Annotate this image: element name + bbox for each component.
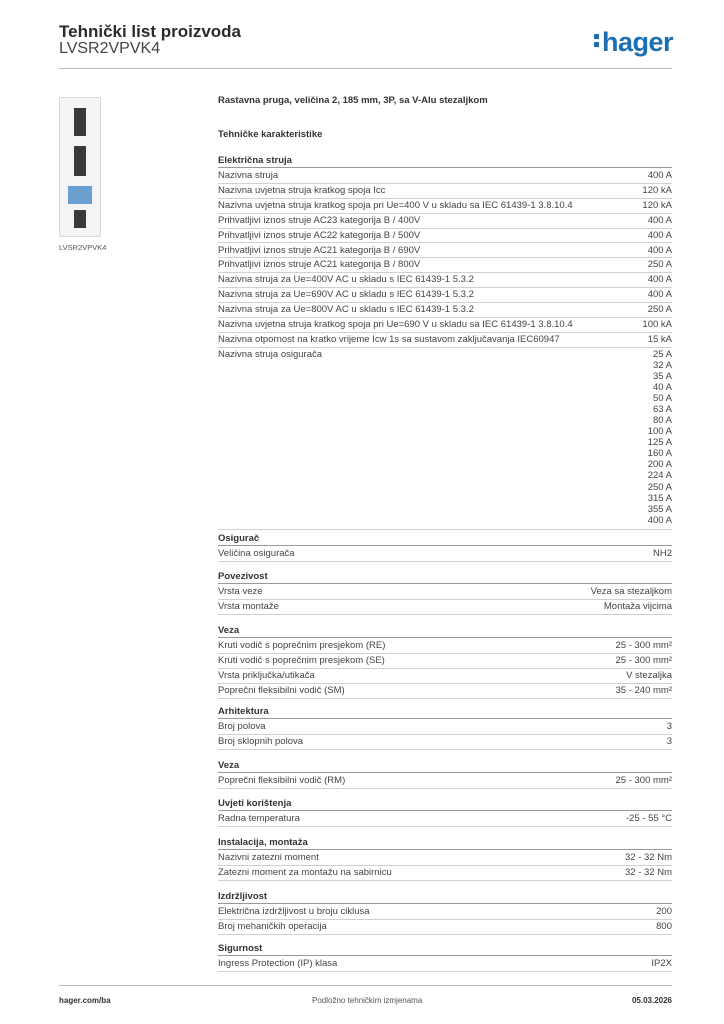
section-title: Sigurnost: [218, 943, 672, 956]
spec-label: Nazivna struja: [218, 170, 279, 181]
spec-label: Veličina osigurača: [218, 548, 295, 559]
spec-label: Kruti vodič s poprečnim presjekom (RE): [218, 640, 386, 651]
spec-row: [218, 303, 672, 318]
spec-label: Vrsta priključka/utikača: [218, 669, 315, 681]
spec-label: Kruti vodič s poprečnim presjekom (SE): [218, 654, 385, 666]
spec-row: [218, 920, 672, 935]
spec-label: Nazivna uvjetna struja kratkog spoja pri Ue=400 V u skladu sa IEC 61439-1 3.8.10.4: [218, 199, 573, 211]
spec-label: Nazivni zatezni moment: [218, 852, 319, 863]
spec-value: 3: [666, 735, 672, 747]
spec-value: 32 - 32 Nm: [625, 866, 672, 878]
spec-label: Nazivna struja osigurača: [218, 348, 323, 360]
spec-value: 32 A: [652, 359, 672, 371]
spec-label: Prihvatljivi iznos struje AC21 kategorija B / 800V: [218, 259, 421, 271]
spec-row: [218, 639, 672, 654]
section-title: Povezivost: [218, 571, 672, 584]
spec-row: [218, 720, 672, 735]
section-title: Arhitektura: [218, 706, 672, 719]
spec-row: [218, 288, 672, 303]
section-title: Veza: [218, 760, 672, 773]
section-title: Veza: [218, 625, 672, 638]
spec-value: 35 A: [652, 370, 672, 382]
spec-value: 100 A: [647, 426, 672, 438]
spec-value: 200: [656, 906, 672, 917]
spec-row: [218, 669, 672, 684]
spec-value: 160 A: [647, 448, 672, 460]
spec-value: 120 kA: [642, 184, 672, 196]
spec-row: [218, 318, 672, 333]
spec-value: V stezaljka: [626, 669, 672, 681]
spec-value: 800: [656, 920, 672, 932]
spec-value: 32 - 32 Nm: [625, 852, 672, 863]
spec-value: 100 kA: [642, 319, 672, 330]
product-image: [59, 97, 101, 237]
hager-logo: hager: [594, 27, 673, 58]
spec-label: Zatezni moment za montažu na sabirnicu: [218, 866, 392, 878]
spec-value: -25 - 55 °C: [625, 813, 672, 824]
spec-value: 25 - 300 mm²: [615, 775, 672, 786]
spec-row: [218, 851, 672, 866]
spec-value: 200 A: [647, 459, 672, 471]
spec-value: IP2X: [651, 958, 672, 969]
product-description: Rastavna pruga, veličina 2, 185 mm, 3P, sa V-Alu stezaljkom: [218, 95, 488, 106]
spec-label: Prihvatljivi iznos struje AC21 kategorija B / 690V: [218, 244, 421, 256]
characteristics-heading: Tehničke karakteristike: [218, 129, 323, 140]
spec-label: Poprečni fleksibilni vodič (RM): [218, 775, 346, 786]
section-title: Osigurač: [218, 533, 672, 546]
spec-value: 50 A: [652, 393, 672, 405]
spec-value: 315 A: [647, 492, 672, 504]
spec-row: [218, 654, 672, 669]
spec-value: 224 A: [647, 470, 672, 482]
spec-value: 120 kA: [642, 199, 672, 211]
spec-value: Veza sa stezaljkom: [590, 586, 672, 597]
spec-value: 3: [666, 721, 672, 732]
spec-value: 25 A: [652, 348, 672, 360]
spec-value: 400 A: [647, 214, 672, 226]
spec-label: Nazivna struja za Ue=400V AC u skladu s IEC 61439-1 5.3.2: [218, 274, 474, 286]
spec-label: Nazivna struja za Ue=800V AC u skladu s IEC 61439-1 5.3.2: [218, 304, 474, 316]
spec-row: [218, 774, 672, 789]
spec-label: Vrsta veze: [218, 586, 263, 597]
spec-value: 80 A: [652, 415, 672, 427]
spec-label: Broj mehaničkih operacija: [218, 920, 327, 932]
section-title: Instalacija, montaža: [218, 837, 672, 850]
spec-row: [218, 547, 672, 562]
spec-value: 250 A: [647, 304, 672, 316]
spec-label: Nazivna otpornost na kratko vrijeme Icw 1s sa sustavom zaključavanja IEC60947: [218, 333, 560, 345]
spec-row-multi: [218, 348, 672, 530]
spec-label: Broj sklopnih polova: [218, 735, 304, 747]
spec-value: 25 - 300 mm²: [615, 640, 672, 651]
spec-value: 15 kA: [647, 333, 672, 345]
spec-value: 63 A: [652, 404, 672, 416]
spec-row: [218, 169, 672, 184]
spec-label: Prihvatljivi iznos struje AC23 kategorija B / 400V: [218, 214, 421, 226]
spec-label: Radna temperatura: [218, 813, 300, 824]
spec-row: [218, 199, 672, 214]
footer-notice: Podložno tehničkim izmjenama: [312, 996, 423, 1005]
logo-dots-icon: [594, 27, 600, 51]
spec-value: Montaža vijcima: [603, 600, 672, 612]
spec-label: Prihvatljivi iznos struje AC22 kategorija B / 500V: [218, 229, 421, 241]
spec-row: [218, 214, 672, 229]
page-title: Tehnički list proizvoda: [59, 22, 241, 41]
spec-value: 400 A: [647, 170, 672, 181]
spec-value: 400 A: [647, 289, 672, 301]
spec-value: 400 A: [647, 514, 672, 526]
spec-label: Ingress Protection (IP) klasa: [218, 958, 338, 969]
spec-label: Vrsta montaže: [218, 600, 279, 612]
footer-date: 05.03.2026: [631, 996, 672, 1005]
spec-value: 250 A: [647, 259, 672, 271]
spec-row: [218, 600, 672, 615]
spec-value: 355 A: [647, 503, 672, 515]
spec-value: 125 A: [647, 437, 672, 449]
spec-row: [218, 957, 672, 972]
spec-label: Nazivna uvjetna struja kratkog spoja Icc: [218, 184, 386, 196]
spec-value: 40 A: [652, 381, 672, 393]
section-title: Električna struja: [218, 155, 672, 168]
spec-row: [218, 866, 672, 881]
spec-row: [218, 273, 672, 288]
spec-label: Poprečni fleksibilni vodič (SM): [218, 684, 345, 696]
spec-row: [218, 812, 672, 827]
spec-value: 400 A: [647, 274, 672, 286]
spec-label: Električna izdržljivost u broju ciklusa: [218, 906, 370, 917]
spec-value: 250 A: [647, 481, 672, 493]
section-title: Uvjeti korištenja: [218, 798, 672, 811]
spec-row: [218, 229, 672, 244]
section-title: Izdržljivost: [218, 891, 672, 904]
spec-row: [218, 735, 672, 750]
footer-website: hager.com/ba: [59, 996, 111, 1005]
spec-value-list: [648, 349, 672, 526]
spec-value: 25 - 300 mm²: [615, 654, 672, 666]
spec-value: 400 A: [647, 244, 672, 256]
product-code: LVSR2VPVK4: [59, 40, 161, 57]
spec-row: [218, 684, 672, 699]
spec-row: [218, 585, 672, 600]
spec-value: 400 A: [647, 229, 672, 241]
spec-row: [218, 333, 672, 348]
spec-value: 35 - 240 mm²: [615, 684, 672, 696]
image-caption: LVSR2VPVK4: [59, 243, 107, 252]
spec-row: [218, 258, 672, 273]
footer-divider: [59, 985, 672, 986]
spec-row: [218, 905, 672, 920]
spec-row: [218, 244, 672, 259]
spec-label: Broj polova: [218, 721, 266, 732]
spec-row: [218, 184, 672, 199]
header-divider: [59, 68, 672, 69]
spec-value: NH2: [652, 548, 672, 559]
spec-label: Nazivna uvjetna struja kratkog spoja pri Ue=690 V u skladu sa IEC 61439-1 3.8.10.4: [218, 319, 573, 330]
spec-label: Nazivna struja za Ue=690V AC u skladu s IEC 61439-1 5.3.2: [218, 289, 474, 301]
